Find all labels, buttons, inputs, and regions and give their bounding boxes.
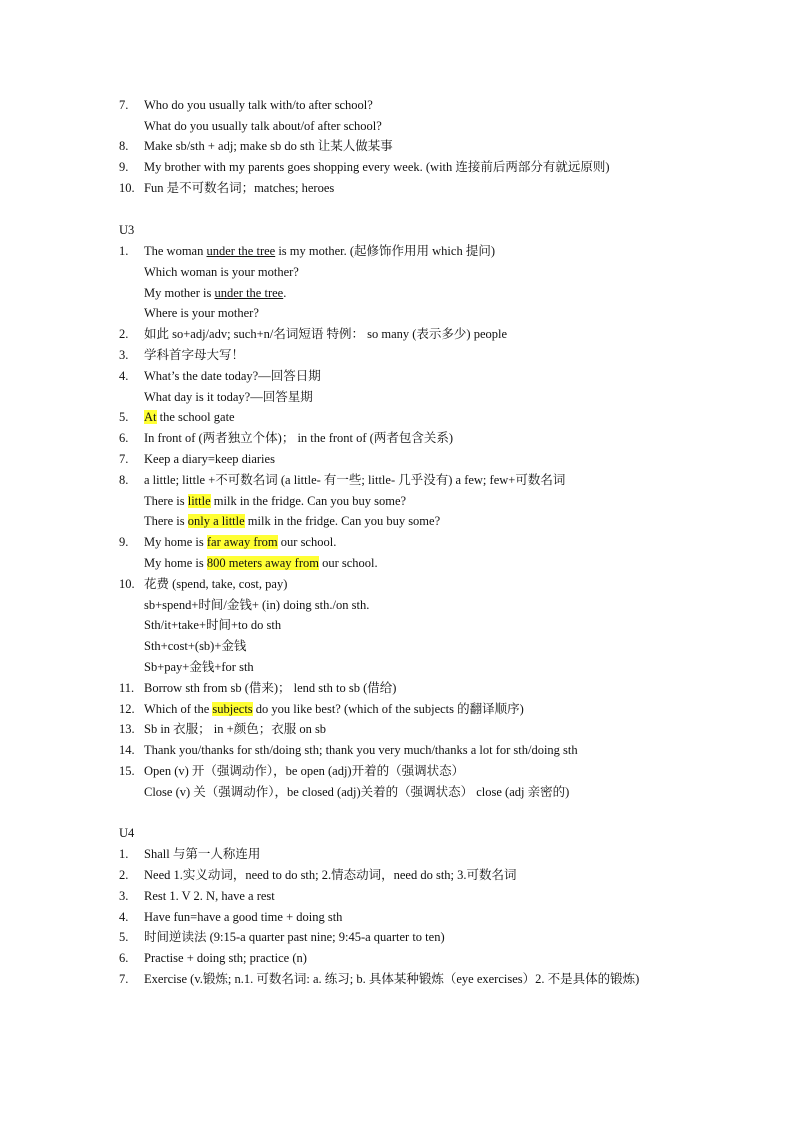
item-number: 5. <box>119 930 129 944</box>
item-number: 6. <box>119 951 129 965</box>
item-text: 学科首字母大写！ <box>144 348 245 362</box>
item-text: 时间逆读法 (9:15-a quarter past nine; 9:45-a quarter to ten) <box>144 930 445 944</box>
text-segment: There is <box>144 514 188 528</box>
item-number: 6. <box>119 431 129 445</box>
item-subline: What day is it today?—回答星期 <box>144 390 313 404</box>
item-number: 3. <box>119 348 129 362</box>
item-text: My brother with my parents goes shopping every week. (with 连接前后两部分有就远原则) <box>144 160 610 174</box>
item-number: 10. <box>119 181 135 195</box>
item-number: 9. <box>119 160 129 174</box>
item-subline <box>144 491 406 512</box>
item-number: 14. <box>119 743 135 757</box>
item-subline: Sth/it+take+时间+to do sth <box>144 618 282 632</box>
text-segment: My mother is <box>144 286 215 300</box>
text-segment: milk in the fridge. Can you buy some? <box>210 494 407 508</box>
item-subline: Close (v) 关（强调动作），be closed (adj)关着的（强调状态） close (adj 亲密的) <box>144 785 570 799</box>
item-number: 2. <box>119 327 129 341</box>
item-number: 4. <box>119 369 129 383</box>
item-number: 3. <box>119 889 129 903</box>
item-number: 8. <box>119 139 129 153</box>
item-text <box>144 407 235 428</box>
highlighted-text: far away from <box>206 535 278 549</box>
item-subline: What do you usually talk about/of after school? <box>144 119 382 133</box>
item-text: 如此 so+adj/adv; such+n/名词短语 特例： so many (表示多少) people <box>144 327 508 341</box>
item-text: Keep a diary=keep diaries <box>144 452 275 466</box>
text-segment: My home is <box>144 556 207 570</box>
text-segment: The woman <box>144 244 207 258</box>
text-segment: is my mother. (起修饰作用用 which 提问) <box>275 244 495 258</box>
item-number: 10. <box>119 577 135 591</box>
item-number: 7. <box>119 972 129 986</box>
item-number: 9. <box>119 535 129 549</box>
highlighted-text: 800 meters away from <box>206 556 319 570</box>
underlined-text: under the tree <box>214 286 284 300</box>
item-text: Borrow sth from sb (借来)； lend sth to sb (借给) <box>144 681 397 695</box>
item-text <box>144 699 524 720</box>
item-text: 花费 (spend, take, cost, pay) <box>144 577 288 591</box>
item-text: a little; little +不可数名词 (a little- 有一些; little- 几乎没有) a few; few+可数名词 <box>144 473 566 487</box>
text-segment: Which of the <box>144 702 213 716</box>
item-number: 8. <box>119 473 129 487</box>
text-segment: our school. <box>277 535 337 549</box>
text-segment: My home is <box>144 535 207 549</box>
item-subline <box>144 283 286 304</box>
item-text: Rest 1. V 2. N, have a rest <box>144 889 275 903</box>
item-subline <box>144 553 378 574</box>
item-text: Fun 是不可数名词；matches; heroes <box>144 181 335 195</box>
item-number: 15. <box>119 764 135 778</box>
text-segment: . <box>283 286 287 300</box>
item-number: 5. <box>119 410 129 424</box>
item-text: Make sb/sth + adj; make sb do sth 让某人做某事 <box>144 139 393 153</box>
item-number: 2. <box>119 868 129 882</box>
list-item <box>119 969 659 990</box>
item-subline: sb+spend+时间/金钱+ (in) doing sth./on sth. <box>144 598 370 612</box>
item-text: What’s the date today?—回答日期 <box>144 369 321 383</box>
item-text: In front of (两者独立个体)； in the front of (两者包含关系) <box>144 431 453 445</box>
item-number: 7. <box>119 452 129 466</box>
text-segment: There is <box>144 494 188 508</box>
item-text <box>144 532 336 553</box>
item-text: Have fun=have a good time + doing sth <box>144 910 343 924</box>
highlighted-text: only a little <box>187 514 245 528</box>
item-text <box>144 241 495 262</box>
item-subline: Sth+cost+(sb)+金钱 <box>144 639 247 653</box>
item-number: 7. <box>119 98 129 112</box>
item-subline: Which woman is your mother? <box>144 265 299 279</box>
item-subline <box>144 511 440 532</box>
underlined-text: under the tree <box>206 244 276 258</box>
item-number: 1. <box>119 244 129 258</box>
text-segment: milk in the fridge. Can you buy some? <box>244 514 441 528</box>
highlighted-text: little <box>187 494 211 508</box>
item-text: Open (v) 开（强调动作），be open (adj)开着的（强调状态） <box>144 764 465 778</box>
item-text: Sb in 衣服； in +颜色；衣服 on sb <box>144 722 327 736</box>
item-subline: Where is your mother? <box>144 306 259 320</box>
item-text: Shall 与第一人称连用 <box>144 847 261 861</box>
item-text: Who do you usually talk with/to after school? <box>144 98 373 112</box>
highlighted-text: At <box>144 410 157 424</box>
unit-heading-u4: U4 <box>119 826 135 840</box>
unit-heading-u3: U3 <box>119 223 135 237</box>
item-number: 12. <box>119 702 135 716</box>
item-number: 11. <box>119 681 135 695</box>
item-text: Thank you/thanks for sth/doing sth; thank you very much/thanks a lot for sth/doing sth <box>144 743 578 757</box>
text-segment: do you like best? (which of the subjects 的翻译顺序) <box>252 702 524 716</box>
item-text: Practise + doing sth; practice (n) <box>144 951 307 965</box>
item-subline: Sb+pay+金钱+for sth <box>144 660 254 674</box>
item-text: Need 1.实义动词，need to do sth; 2.情态动词，need do sth; 3.可数名词 <box>144 868 517 882</box>
item-number: 1. <box>119 847 129 861</box>
item-number: 13. <box>119 722 135 736</box>
text-segment: the school gate <box>156 410 235 424</box>
item-number: 4. <box>119 910 129 924</box>
highlighted-text: subjects <box>212 702 253 716</box>
item-text: Exercise (v.锻炼; n.1. 可数名词: a. 练习; b. 具体某种锻炼（eye exercises）2. 不是具体的锻炼) <box>144 972 640 986</box>
text-segment: our school. <box>318 556 378 570</box>
